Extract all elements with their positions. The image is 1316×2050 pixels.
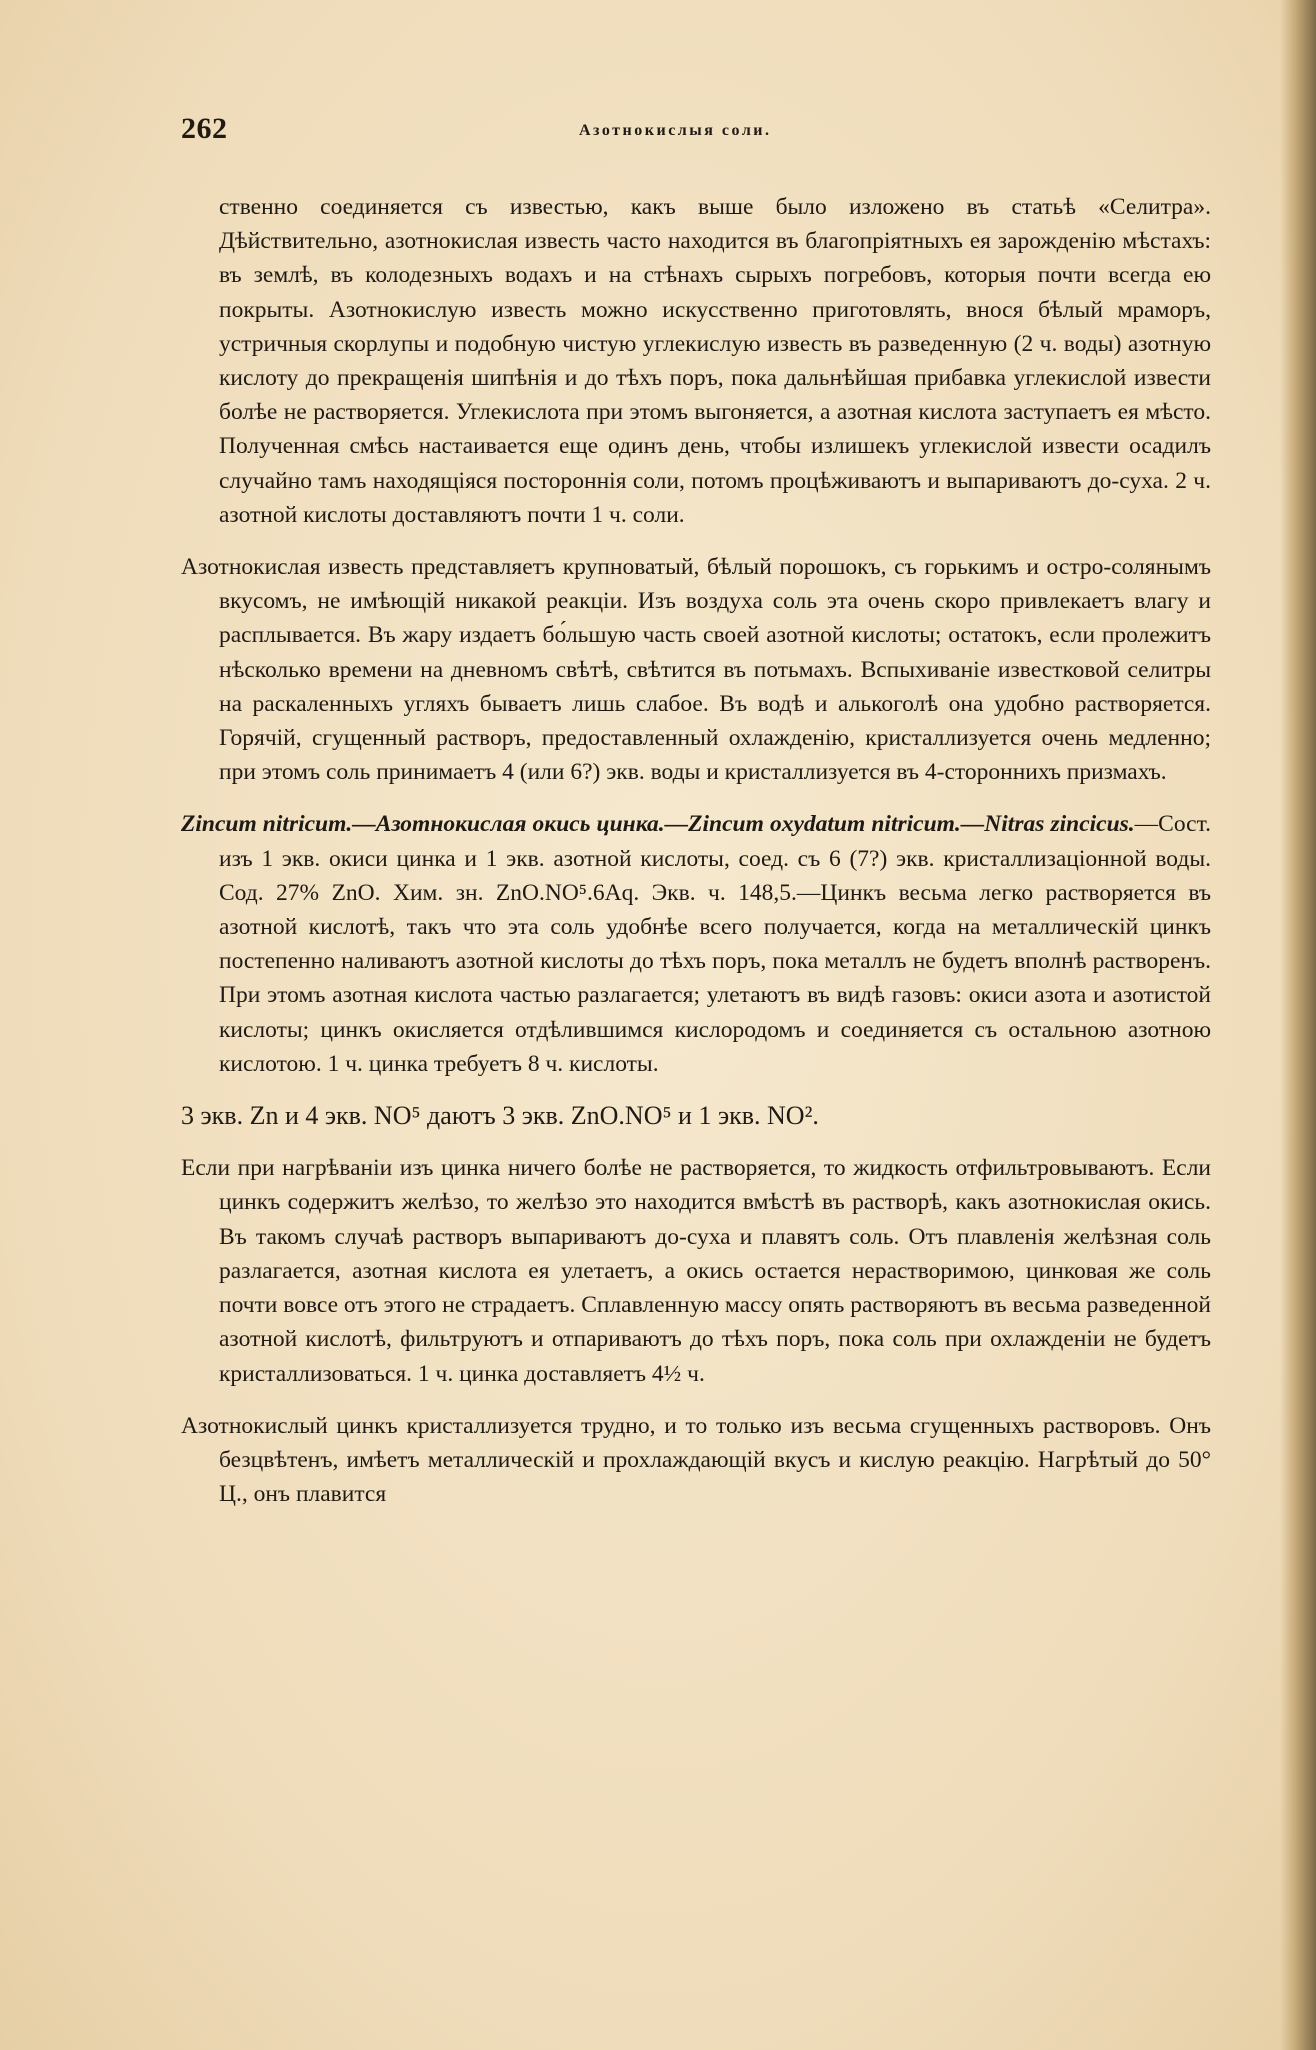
paragraph-zinc-nitrate bbox=[181, 807, 1211, 1081]
page-number: 262 bbox=[181, 112, 228, 145]
page-header bbox=[181, 112, 1221, 152]
reaction-formula: 3 экв. Zn и 4 экв. NO⁵ даютъ 3 экв. ZnO.NO⁵ и 1 экв. NO². bbox=[181, 1101, 819, 1131]
paragraph-purification: Если при нагрѣваніи изъ цинка ничего болѣе не растворяется, то жидкость отфильтровываютъ. Если цинкъ содержитъ желѣзо, то желѣзо это находится вмѣстѣ въ растворѣ, какъ азотнокислая окись. Въ такомъ случаѣ растворъ выпариваютъ до-суха и плавятъ соль. Отъ плавленія желѣзная соль разлагается, азотная кислота ея улетаетъ, а окись остается нерастворимою, цинковая же соль почти вовсе отъ этого не страдаетъ. Сплавленную массу опять растворяютъ въ весьма разведенной азотной кислотѣ, фильтруютъ и отпариваютъ до тѣхъ поръ, пока соль при охлажденіи не будетъ кристаллизоваться. 1 ч. цинка доставляетъ 4½ ч. bbox=[181, 1155, 1211, 1387]
zinc-nitrate-names: Zincum nitricum.—Азотнокислая окись цинка.—Zincum oxydatum nitricum.—Nitras zincicus. bbox=[181, 811, 1135, 838]
zinc-nitrate-description: —Сост. изъ 1 экв. окиси цинка и 1 экв. азотной кислоты, соед. съ 6 (7?) экв. кристаллизаціонной воды. Сод. 27% ZnO. Хим. зн. ZnO.NO⁵.6Aq. Экв. ч. 148,5.—Цинкъ весьма легко растворяется въ азотной кислотѣ, такъ что эта соль удобнѣе всего получается, когда на металлическій цинкъ постепенно наливаютъ азотной кислоты до тѣхъ поръ, пока металлъ не будетъ вполнѣ растворенъ. При этомъ азотная кислота частью разлагается; улетаютъ въ видѣ газовъ: окиси азота и азотистой кислоты; цинкъ окисляется отдѣлившимся кислородомъ и соединяется съ остальною азотною кислотою. 1 ч. цинка требуетъ 8 ч. кислоты. bbox=[219, 811, 1211, 1077]
page-edge-shadow bbox=[1280, 0, 1316, 2050]
running-head: Азотнокислыя соли. bbox=[579, 122, 772, 139]
paragraph-calcium-nitrate-properties: Азотнокислая известь представляетъ крупноватый, бѣлый порошокъ, съ горькимъ и остро-солянымъ вкусомъ, не имѣющій никакой реакціи. Изъ воздуха соль эта очень скоро привлекаетъ влагу и расплывается. Въ жару издаетъ бо́льшую часть своей азотной кислоты; остатокъ, если пролежитъ нѣсколько времени на дневномъ свѣтѣ, свѣтится въ потьмахъ. Вспыхиваніе известковой селитры на раскаленныхъ угляхъ бываетъ лишь слабое. Въ водѣ и алькоголѣ она удобно растворяется. Горячій, сгущенный растворъ, предоставленный охлажденію, кристаллизуется очень медленно; при этомъ соль принимаетъ 4 (или 6?) экв. воды и кристаллизуется въ 4-стороннихъ призмахъ. bbox=[181, 554, 1211, 786]
paragraph-continuation: ственно соединяется съ известью, какъ выше было изложено въ статьѣ «Селитра». Дѣйствительно, азотнокислая известь часто находится въ благопріятныхъ ея зарожденію мѣстахъ: въ землѣ, въ колодезныхъ водахъ и на стѣнахъ сырыхъ погребовъ, которыя почти всегда ею покрыты. Азотнокислую известь можно искусственно приготовлять, внося бѣлый мраморъ, устричныя скорлупы и подобную чистую углекислую известь въ разведенную (2 ч. воды) азотную кислоту до прекращенія шипѣнія и до тѣхъ поръ, пока дальнѣйшая прибавка углекислой извести болѣе не растворяется. Углекислота при этомъ выгоняется, а азотная кислота заступаетъ ея мѣсто. Полученная смѣсь настаивается еще одинъ день, чтобы излишекъ углекислой извести осадилъ случайно тамъ находящіяся постороннія соли, потомъ процѣживаютъ и выпариваютъ до-суха. 2 ч. азотной кислоты доставляютъ почти 1 ч. соли. bbox=[219, 194, 1211, 528]
page-body bbox=[181, 190, 1211, 1529]
paragraph-zinc-nitrate-properties: Азотнокислый цинкъ кристаллизуется трудно, и то только изъ весьма сгущенныхъ растворовъ. Онъ безцвѣтенъ, имѣетъ металлическій и прохлаждающій вкусъ и кислую реакцію. Нагрѣтый до 50° Ц., онъ плавится bbox=[181, 1412, 1211, 1508]
